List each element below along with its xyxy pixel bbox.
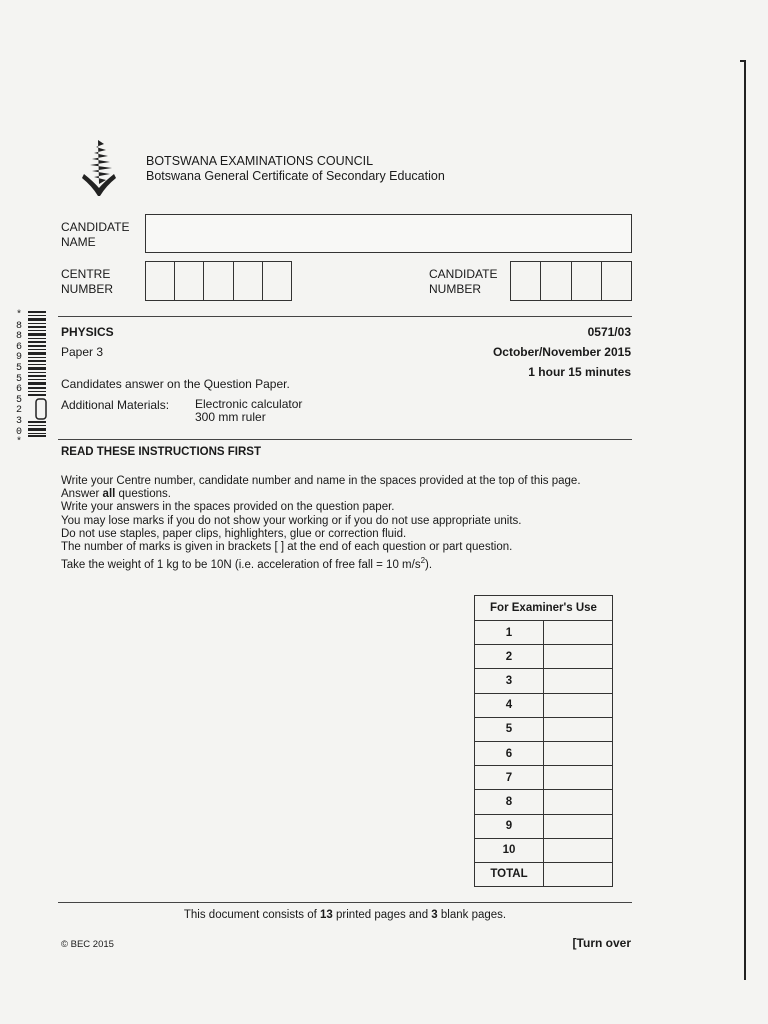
blank-pages-count: 3 <box>431 909 438 921</box>
candidate-number-label-line1: CANDIDATE <box>429 267 498 281</box>
answer-note: Candidates answer on the Question Paper. <box>61 377 290 391</box>
centre-number-digit[interactable] <box>146 262 175 300</box>
centre-number-label <box>61 267 113 297</box>
table-row <box>475 669 613 693</box>
total-mark-cell[interactable] <box>544 862 613 886</box>
material-item: 300 mm ruler <box>195 410 266 424</box>
turn-over-note: [Turn over <box>572 936 631 950</box>
total-label: TOTAL <box>475 862 544 886</box>
table-row <box>475 790 613 814</box>
mark-cell[interactable] <box>544 790 613 814</box>
mark-cell[interactable] <box>544 717 613 741</box>
barcode-digit: 8 <box>15 320 22 332</box>
exam-session: October/November 2015 <box>492 345 631 359</box>
paper-code: 0571/03 <box>587 325 631 339</box>
mark-cell[interactable] <box>544 814 613 838</box>
instruction-emphasis: all <box>102 488 116 501</box>
page-edge-tick <box>740 60 746 62</box>
footer-divider <box>58 902 632 903</box>
centre-number-label-line2: NUMBER <box>61 282 114 296</box>
barcode-digit: 0 <box>15 426 22 438</box>
question-number: 9 <box>475 814 544 838</box>
table-row <box>475 814 613 838</box>
instructions-divider <box>58 439 632 440</box>
page-count-note <box>58 909 632 921</box>
page-edge-line <box>744 60 746 980</box>
centre-number-field[interactable] <box>145 261 292 301</box>
table-row <box>475 741 613 765</box>
printed-pages-count: 13 <box>320 909 333 921</box>
examiner-use-table <box>474 595 613 887</box>
instruction-line: The number of marks is given in brackets [ ] at the end of each question or part question. <box>61 541 513 554</box>
instruction-text: questions. <box>115 488 171 501</box>
barcode-digit: 5 <box>15 373 22 385</box>
question-number: 5 <box>475 717 544 741</box>
table-row <box>475 862 613 886</box>
mark-cell[interactable] <box>544 693 613 717</box>
question-number: 4 <box>475 693 544 717</box>
table-row <box>475 621 613 645</box>
barcode-digit: 6 <box>15 384 22 396</box>
barcode-digit: 5 <box>15 394 22 406</box>
barcode-icon <box>26 311 48 438</box>
centre-number-digit[interactable] <box>234 262 263 300</box>
materials-label: Additional Materials: <box>61 398 170 412</box>
table-row <box>475 766 613 790</box>
instruction-line: Write your answers in the spaces provided on the question paper. <box>61 501 395 514</box>
council-name: BOTSWANA EXAMINATIONS COUNCIL <box>146 154 374 168</box>
question-number: 8 <box>475 790 544 814</box>
exam-board-heading <box>146 154 445 184</box>
copyright-notice: © BEC 2015 <box>61 939 114 950</box>
question-number: 2 <box>475 645 544 669</box>
table-row <box>475 838 613 862</box>
instruction-superscript: 2 <box>420 556 426 566</box>
table-row <box>475 645 613 669</box>
centre-number-digit[interactable] <box>263 262 291 300</box>
candidate-number-label-line2: NUMBER <box>429 282 482 296</box>
barcode-digit: 3 <box>15 415 22 427</box>
candidate-number-field[interactable] <box>510 261 632 301</box>
mark-cell[interactable] <box>544 838 613 862</box>
paper-number: Paper 3 <box>61 345 104 359</box>
candidate-number-label <box>429 267 497 297</box>
barcode-digit: * <box>15 310 22 321</box>
barcode-digit: 5 <box>15 362 22 374</box>
header-divider <box>58 316 632 317</box>
candidate-name-label-line1: CANDIDATE <box>61 220 130 234</box>
question-number: 7 <box>475 766 544 790</box>
mark-cell[interactable] <box>544 669 613 693</box>
page-count-text: printed pages and <box>332 909 432 921</box>
candidate-number-digit[interactable] <box>602 262 631 300</box>
subject-title: PHYSICS <box>61 325 114 339</box>
exam-duration: 1 hour 15 minutes <box>528 365 631 379</box>
instructions-heading: READ THESE INSTRUCTIONS FIRST <box>61 446 261 458</box>
instruction-line: Write your Centre number, candidate number and name in the spaces provided at the top of this page. <box>61 475 581 487</box>
page-count-text: This document consists of <box>183 909 321 921</box>
question-number: 10 <box>475 838 544 862</box>
candidate-number-digit[interactable] <box>511 262 541 300</box>
instruction-line: Do not use staples, paper clips, highlighters, glue or correction fluid. <box>61 527 407 540</box>
bec-logo-icon <box>76 138 122 200</box>
instruction-text: Answer <box>61 488 103 501</box>
centre-number-digit[interactable] <box>204 262 233 300</box>
examiner-table-heading: For Examiner's Use <box>475 596 613 621</box>
barcode-digit: 8 <box>15 331 22 343</box>
candidate-number-digit[interactable] <box>541 262 571 300</box>
table-row <box>475 693 613 717</box>
instruction-line <box>61 554 621 572</box>
candidate-name-label-line2: NAME <box>61 235 96 249</box>
barcode-digit: 2 <box>15 405 22 417</box>
qualification-name: Botswana General Certificate of Secondary Education <box>146 169 445 183</box>
mark-cell[interactable] <box>544 766 613 790</box>
barcode-number <box>14 311 24 449</box>
question-number: 3 <box>475 669 544 693</box>
candidate-number-digit[interactable] <box>572 262 602 300</box>
mark-cell[interactable] <box>544 645 613 669</box>
instruction-text: ). <box>425 559 433 572</box>
barcode-digit: 6 <box>15 341 22 353</box>
mark-cell[interactable] <box>544 621 613 645</box>
barcode-digit: 9 <box>15 352 22 364</box>
materials-list <box>195 398 302 424</box>
instructions-body <box>61 475 621 572</box>
question-number: 6 <box>475 741 544 765</box>
candidate-name-field[interactable] <box>145 214 632 253</box>
centre-number-digit[interactable] <box>175 262 204 300</box>
page-count-text: blank pages. <box>437 909 507 921</box>
material-item: Electronic calculator <box>195 397 303 411</box>
question-number: 1 <box>475 621 544 645</box>
centre-number-label-line1: CENTRE <box>61 267 111 281</box>
barcode-digit: * <box>15 437 22 449</box>
instruction-line <box>61 488 621 501</box>
mark-cell[interactable] <box>544 741 613 765</box>
table-row <box>475 717 613 741</box>
instruction-text: Take the weight of 1 kg to be 10N (i.e. acceleration of free fall = 10 m/s <box>61 559 421 572</box>
candidate-name-label <box>61 220 129 250</box>
instruction-line: You may lose marks if you do not show your working or if you do not use appropriate units. <box>61 514 522 527</box>
